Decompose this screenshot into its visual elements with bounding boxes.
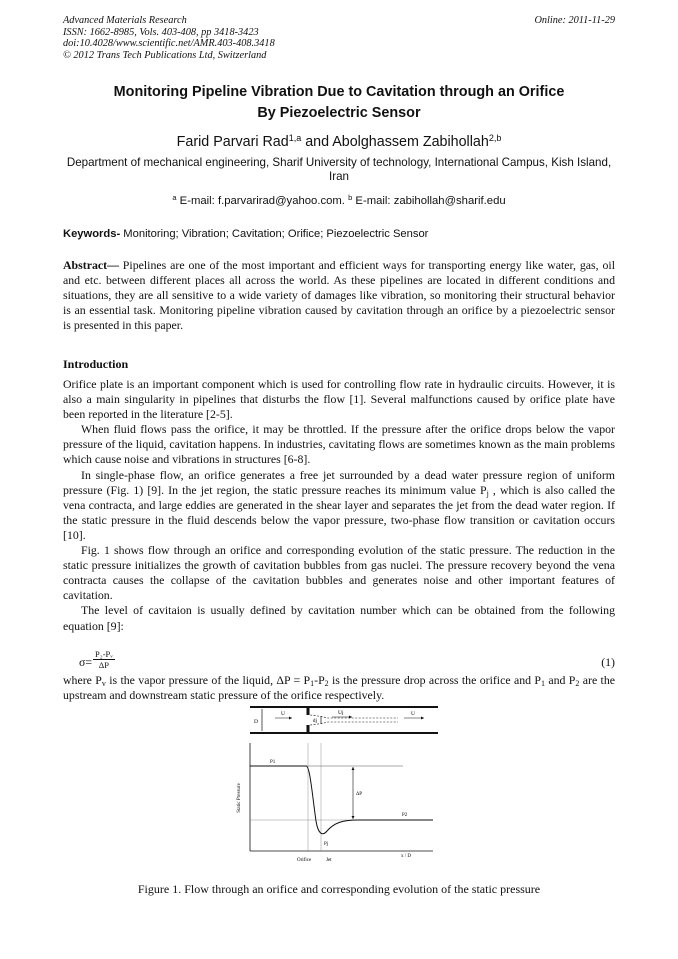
equation-fraction	[93, 649, 115, 670]
label-delta-p: ΔP	[356, 792, 362, 797]
equation-1	[63, 649, 615, 675]
title-line-1: Monitoring Pipeline Vibration Due to Cavitation through an Orifice	[113, 84, 565, 100]
exp-t3: -P	[314, 673, 325, 687]
arrowhead-u-left	[289, 717, 292, 720]
equation-explanation	[63, 673, 615, 703]
email-a: E-mail: f.parvarirad@yahoo.com.	[176, 195, 349, 207]
jet-upper-streamline	[310, 715, 398, 718]
equation-denominator: ΔP	[98, 660, 109, 670]
paper-title	[63, 82, 615, 124]
label-uj: Uj	[338, 710, 344, 716]
abstract-text: Pipelines are one of the most important and efficient ways for transporting energy like water, gas, oil and etc. between different places all across the world. As these pipelines are located in different conditions and situations, they are all sensitive to a wide variety of damages like vibration, so monitoring their structural behavior is an essential task. Monitoring pipeline vibration caused by cavitation through an orifice by a piezoelectric sensor is presented in this paper.	[63, 258, 615, 333]
exp-t4: is the pressure drop across the orifice and P	[328, 673, 541, 687]
equation-explanation-text	[63, 673, 615, 703]
journal-header	[63, 15, 615, 61]
equation-numerator: P₂-Pᵥ	[95, 649, 113, 659]
static-pressure-curve	[250, 766, 433, 834]
x-axis-label: x / D	[401, 854, 411, 859]
intro-paragraph-5: The level of cavitaion is usually defined by cavitation number which can be obtained from the following equation [9]:	[63, 603, 615, 633]
pj-subscript: j	[486, 488, 489, 498]
delta-p-arrowhead-top	[352, 767, 355, 770]
doi-line: doi:10.4028/www.scientific.net/AMR.403-408.3418	[63, 38, 275, 49]
equation-number: (1)	[601, 655, 615, 669]
delta-p-arrowhead-bottom	[352, 816, 355, 819]
intro-paragraph-1: Orifice plate is an important component which is used for controlling flow rate in hydraulic circuits. However, it is also a main singularity in pipelines that disturbs the flow [1]. Several malfunctions caused by orifice plate have been reported in the literature [2-5].	[63, 377, 615, 422]
author-and: and	[301, 134, 333, 150]
affiliation: Department of mechanical engineering, Sharif University of technology, International Campus, Kish Island, Iran	[66, 156, 612, 183]
email-b-marker: b	[348, 193, 353, 202]
issn-line: ISSN: 1662-8985, Vols. 403-408, pp 3418-3423	[63, 26, 259, 38]
email-b: E-mail: zabihollah@sharif.edu	[352, 195, 506, 207]
intro-paragraph-4: Fig. 1 shows flow through an orifice and corresponding evolution of the static pressure. The reduction in the static pressure initializes the growth of cavitation bubbles from gas nuclei. The pressure recovery beyond the vena contracta causes the collapse of the cavitation bubbles and generates noise and other important features of cavitation.	[63, 543, 615, 603]
intro-paragraph-3	[63, 468, 615, 543]
email-line	[63, 191, 615, 208]
label-d: D	[254, 719, 258, 725]
keywords-text: Monitoring; Vibration; Cavitation; Orifice; Piezoelectric Sensor	[120, 228, 429, 240]
label-u-left: U	[281, 711, 285, 717]
author-1: Farid Parvari Rad	[176, 134, 289, 150]
author-line	[63, 129, 615, 151]
figure-1	[228, 703, 450, 863]
introduction-heading: Introduction	[63, 357, 129, 371]
label-u-right: U	[411, 711, 415, 717]
label-p2: P2	[402, 813, 408, 818]
exp-t6: are the upstream and downstream static pressure of the orifice respectively.	[63, 673, 616, 703]
copyright-line: © 2012 Trans Tech Publications Ltd, Switzerland	[63, 49, 267, 61]
introduction-body	[63, 377, 615, 634]
orifice-diagram	[228, 703, 450, 863]
figure-caption: Figure 1. Flow through an orifice and corresponding evolution of the static pressure	[137, 882, 541, 896]
y-axis-label: Static Pressure	[237, 783, 242, 813]
arrowhead-u-right	[421, 717, 424, 720]
abstract	[63, 258, 615, 333]
exp-s1: v	[101, 679, 106, 688]
intro-paragraph-3-a: In single-phase flow, an orifice generates a free jet surrounded by a dead water pressure region of uniform pressure (Fig. 1) [9]. In the jet region, the static pressure reaches its minimum value P	[63, 467, 615, 497]
online-date: Online: 2011-11-29	[534, 15, 615, 26]
keywords	[63, 227, 615, 241]
exp-s3: 2	[324, 679, 329, 688]
title-line-2: By Piezoelectric Sensor	[257, 105, 421, 121]
jet-lower-streamline	[310, 722, 398, 725]
email-a-marker: a	[172, 193, 177, 202]
equation-lhs: σ=	[79, 655, 93, 669]
label-orifice: Orifice	[297, 858, 312, 863]
abstract-label: Abstract—	[63, 258, 119, 272]
intro-paragraph-2: When fluid flows pass the orifice, it may be throttled. If the pressure after the orifice drops below the vapor pressure of the liquid, cavitation happens. In industries, cavitating flows are sometimes known as the main problems which cause noise and vibrations in structures [6-8].	[63, 422, 615, 467]
arrowhead-uj	[349, 716, 352, 719]
label-jet: Jet	[326, 858, 332, 863]
author-2-affil: 2,b	[488, 133, 502, 143]
label-dj: dj	[312, 718, 317, 724]
author-2: Abolghassem Zabihollah	[332, 134, 489, 150]
exp-s2: 1	[310, 679, 315, 688]
exp-t5: and P	[545, 673, 576, 687]
exp-t1: where P	[63, 673, 102, 687]
label-pj: Pj	[324, 842, 329, 847]
author-1-affil: 1,a	[288, 133, 302, 143]
journal-name: Advanced Materials Research	[63, 15, 187, 26]
intro-paragraph-3-b: , which is also called the vena contracta, and large eddies are generated in the shear layer and separates the jet from the dead water region. If the static pressure in the fluid descends below the vapor pressure, two-phase flow transition or cavitation occurs [10].	[63, 482, 615, 542]
label-p1: P1	[270, 760, 276, 765]
exp-t2: is the vapor pressure of the liquid, ΔP = P	[105, 673, 311, 687]
exp-s5: 2	[575, 679, 580, 688]
exp-s4: 1	[541, 679, 545, 688]
keywords-label: Keywords-	[63, 228, 121, 240]
